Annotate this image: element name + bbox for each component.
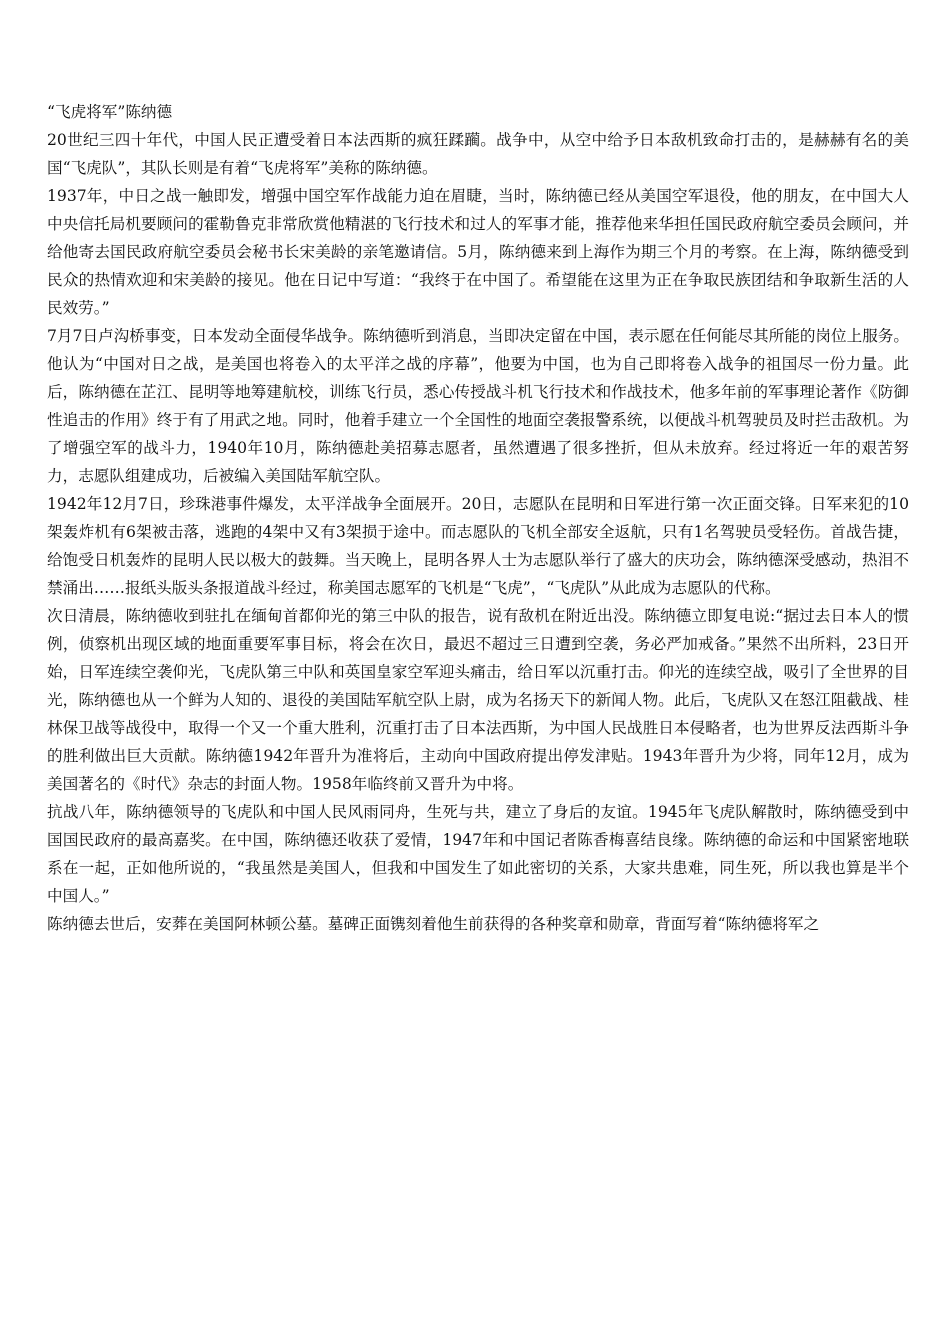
paragraph-intro: 20世纪三四十年代，中国人民正遭受着日本法西斯的疯狂蹂躏。战争中，从空中给予日本敌机致命打击的，是赫赫有名的美国“飞虎队”，其队长则是有着“飞虎将军”美称的陈纳德。 bbox=[47, 131, 909, 177]
article-title: “飞虎将军”陈纳德 bbox=[47, 103, 173, 121]
document-page bbox=[47, 98, 909, 938]
paragraph-burial: 陈纳德去世后，安葬在美国阿林顿公墓。墓碑正面镌刻着他生前获得的各种奖章和勋章，背面写着“陈纳德将军之 bbox=[47, 915, 820, 933]
paragraph-july-7: 7月7日卢沟桥事变，日本发动全面侵华战争。陈纳德听到消息，当即决定留在中国，表示愿在任何能尽其所能的岗位上服务。他认为“中国对日之战，是美国也将卷入的太平洋之战的序幕”，他要为中国，也为自己即将卷入战争的祖国尽一份力量。此后，陈纳德在芷江、昆明等地筹建航校，训练飞行员，悉心传授战斗机飞行技术和作战技术，他多年前的军事理论著作《防御性追击的作用》终于有了用武之地。同时，他着手建立一个全国性的地面空袭报警系统，以便战斗机驾驶员及时拦击敌机。为了增强空军的战斗力，1940年10月，陈纳德赴美招募志愿者，虽然遭遇了很多挫折，但从未放弃。经过将近一年的艰苦努力，志愿队组建成功，后被编入美国陆军航空队。 bbox=[47, 327, 909, 485]
paragraph-next-morning: 次日清晨，陈纳德收到驻扎在缅甸首都仰光的第三中队的报告，说有敌机在附近出没。陈纳德立即复电说:“据过去日本人的惯例，侦察机出现区域的地面重要军事目标，将会在次日，最迟不超过三日遭到空袭，务必严加戒备。”果然不出所料，23日开始，日军连续空袭仰光，飞虎队第三中队和英国皇家空军迎头痛击，给日军以沉重打击。仰光的连续空战，吸引了全世界的目光，陈纳德也从一个鲜为人知的、退役的美国陆军航空队上尉，成为名扬天下的新闻人物。此后，飞虎队又在怒江阻截战、桂林保卫战等战役中，取得一个又一个重大胜利，沉重打击了日本法西斯，为中国人民战胜日本侵略者，也为世界反法西斯斗争的胜利做出巨大贡献。陈纳德1942年晋升为准将后，主动向中国政府提出停发津贴。1943年晋升为少将，同年12月，成为美国著名的《时代》杂志的封面人物。1958年临终前又晋升为中将。 bbox=[47, 607, 909, 793]
paragraph-1942: 1942年12月7日，珍珠港事件爆发，太平洋战争全面展开。20日，志愿队在昆明和日军进行第一次正面交锋。日军来犯的10架轰炸机有6架被击落，逃跑的4架中又有3架损于途中。而志愿队的飞机全部安全返航，只有1名驾驶员受轻伤。首战告捷，给饱受日机轰炸的昆明人民以极大的鼓舞。当天晚上，昆明各界人士为志愿队举行了盛大的庆功会，陈纳德深受感动，热泪不禁涌出……报纸头版头条报道战斗经过，称美国志愿军的飞机是“飞虎”，“飞虎队”从此成为志愿队的代称。 bbox=[47, 495, 909, 597]
paragraph-1937: 1937年，中日之战一触即发，增强中国空军作战能力迫在眉睫，当时，陈纳德已经从美国空军退役，他的朋友，在中国大人中央信托局机要顾问的霍勒鲁克非常欣赏他精湛的飞行技术和过人的军事才能，推荐他来华担任国民政府航空委员会顾问，并给他寄去国民政府航空委员会秘书长宋美龄的亲笔邀请信。5月，陈纳德来到上海作为期三个月的考察。在上海，陈纳德受到民众的热情欢迎和宋美龄的接见。他在日记中写道：“我终于在中国了。希望能在这里为正在争取民族团结和争取新生活的人民效劳。” bbox=[47, 187, 909, 317]
paragraph-eight-years: 抗战八年，陈纳德领导的飞虎队和中国人民风雨同舟，生死与共，建立了身后的友谊。1945年飞虎队解散时，陈纳德受到中国国民政府的最高嘉奖。在中国，陈纳德还收获了爱情，1947年和中国记者陈香梅喜结良缘。陈纳德的命运和中国紧密地联系在一起，正如他所说的，“我虽然是美国人，但我和中国发生了如此密切的关系，大家共患难，同生死，所以我也算是半个中国人。” bbox=[47, 803, 909, 905]
